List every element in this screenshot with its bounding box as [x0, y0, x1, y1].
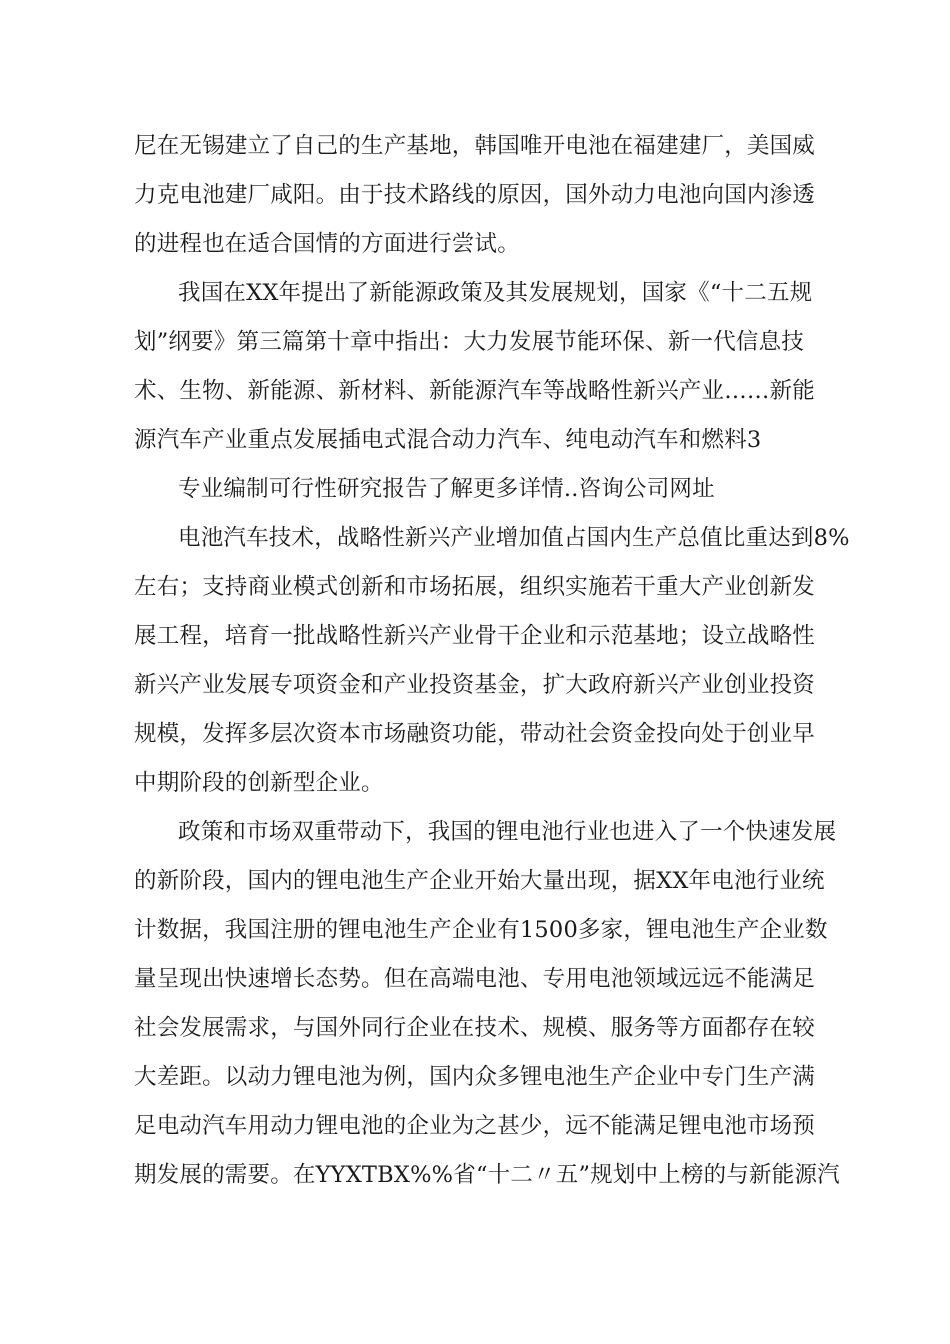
text-line: 足电动汽车用动力锂电池的企业为之甚少，远不能满足锂电池市场预	[134, 1113, 816, 1139]
text-line: 力克电池建厂咸阳。由于技术路线的原因，国外动力电池向国内渗透	[134, 182, 816, 208]
text-line: 专业编制可行性研究报告了解更多详情..咨询公司网址	[178, 476, 715, 502]
text-line: 的新阶段，国内的锂电池生产企业开始大量出现，据XX年电池行业统	[134, 868, 825, 894]
text-line: 计数据，我国注册的锂电池生产企业有1500多家，锂电池生产企业数	[134, 917, 828, 943]
text-line: 源汽车产业重点发展插电式混合动力汽车、纯电动汽车和燃料3	[134, 427, 762, 453]
text-line: 电池汽车技术，战略性新兴产业增加值占国内生产总值比重达到8%	[178, 525, 850, 551]
text-line: 中期阶段的创新型企业。	[134, 770, 384, 796]
document-body	[134, 122, 850, 1200]
text-line: 新兴产业发展专项资金和产业投资基金，扩大政府新兴产业创业投资	[134, 672, 816, 698]
text-line: 划”纲要》第三篇第十章中指出：大力发展节能环保、新一代信息技	[134, 329, 805, 355]
text-line: 的进程也在适合国情的方面进行尝试。	[134, 231, 520, 257]
text-line: 左右；支持商业模式创新和市场拓展，组织实施若干重大产业创新发	[134, 574, 816, 600]
text-line: 术、生物、新能源、新材料、新能源汽车等战略性新兴产业……新能	[134, 378, 816, 404]
text-line: 社会发展需求，与国外同行企业在技术、规模、服务等方面都存在较	[134, 1015, 816, 1041]
text-line: 期发展的需要。在YYXTBX%%省“十二〃五”规划中上榜的与新能源汽	[134, 1162, 840, 1188]
text-line: 我国在XX年提出了新能源政策及其发展规划，国家《“十二五规	[178, 280, 813, 306]
text-line: 规模，发挥多层次资本市场融资功能，带动社会资金投向处于创业早	[134, 721, 816, 747]
text-line: 尼在无锡建立了自己的生产基地，韩国唯开电池在福建建厂，美国威	[134, 133, 816, 159]
text-line: 政策和市场双重带动下，我国的锂电池行业也进入了一个快速发展	[178, 819, 837, 845]
text-line: 量呈现出快速增长态势。但在高端电池、专用电池领域远远不能满足	[134, 966, 816, 992]
text-line: 大差距。以动力锂电池为例，国内众多锂电池生产企业中专门生产满	[134, 1064, 816, 1090]
text-line: 展工程，培育一批战略性新兴产业骨干企业和示范基地；设立战略性	[134, 623, 816, 649]
